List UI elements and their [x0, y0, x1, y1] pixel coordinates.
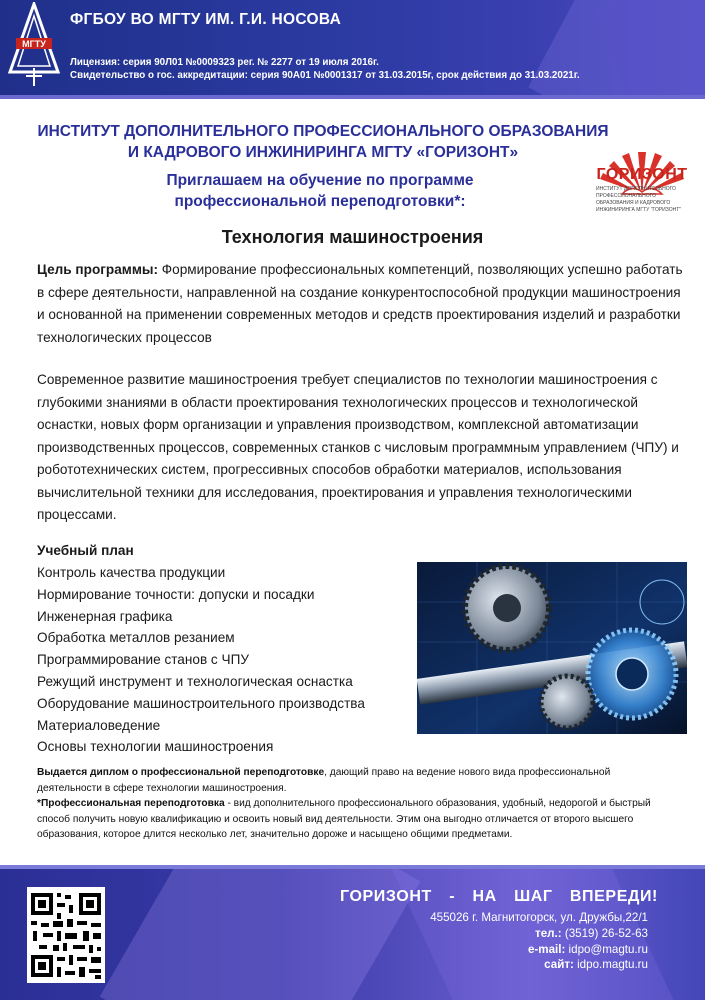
curriculum-item: Оборудование машиностроительного производства	[37, 695, 365, 711]
curriculum-item: Материаловедение	[37, 717, 161, 733]
header-banner	[0, 0, 705, 95]
mgtu-logo-icon	[8, 2, 60, 88]
institute-title-line1: ИНСТИТУТ ДОПОЛНИТЕЛЬНОГО ПРОФЕССИОНАЛЬНОГО ОБРАЗОВАНИЯ	[37, 123, 609, 140]
footer-site	[544, 958, 648, 971]
diploma-note	[37, 765, 677, 796]
accreditation-line: Свидетельство о гос. аккредитации: серия 90А01 №0001317 от 31.03.2015г, срок действия до 31.03.2021г.	[70, 70, 580, 81]
email-value[interactable]: idpo@magtu.ru	[565, 943, 648, 956]
email-label: e-mail:	[527, 943, 566, 956]
definition-rest-text: - вид дополнительного профессионального образования, удобный, недорогой и быстрый способ получить новую квалификацию и освоить новый вид деятельности. Этим она выгодно отличается от второго высшего образования, которое длится несколько лет, значительно дороже и насыщено общими предметами.	[37, 798, 651, 841]
curriculum-item: Режущий инструмент и технологическая оснастка	[37, 673, 353, 689]
svg-text:МГТУ: МГТУ	[22, 39, 46, 49]
invitation-text	[120, 170, 520, 212]
slogan-word: ШАГ	[514, 888, 553, 905]
org-name: ФГБОУ ВО МГТУ ИМ. Г.И. НОСОВА	[70, 11, 342, 28]
diploma-bold-text: диплом о профессиональной переподготовке	[90, 767, 325, 778]
curriculum-item: Инженерная графика	[37, 608, 173, 624]
curriculum-item: Контроль качества продукции	[37, 565, 226, 580]
license-line: Лицензия: серия 90Л01 №0009323 рег. № 2277 от 19 июля 2016г.	[70, 57, 379, 68]
gorizont-logo-name: ГОРИЗОНТ	[596, 166, 688, 183]
footer-slogan	[340, 888, 658, 906]
gorizont-logo-subtitle: ИНСТИТУТ ДОПОЛНИТЕЛЬНОГО ПРОФЕССИОНАЛЬНОГО ОБРАЗОВАНИЯ И КАДРОВОГО ИНЖИНИРИНГА МГТУ "ГОРИЗОНТ"	[596, 186, 682, 213]
diploma-rest-text: , дающий право на ведение нового вида профессиональной деятельности в сфере технологии машиностроения.	[37, 767, 611, 794]
diploma-prefix: Выдается	[37, 767, 91, 778]
curriculum-item: Нормирование точности: допуски и посадки	[37, 586, 315, 602]
footer-email	[528, 943, 648, 956]
definition-note	[37, 796, 677, 843]
curriculum-item: Обработка металлов резанием	[37, 630, 235, 646]
invitation-line2: профессиональной переподготовки*:	[174, 193, 466, 210]
goal-text: Формирование профессиональных компетенций, позволяющих успешно работать в сфере деятельности, направленной на создание конкурентоспособной продукции машиностроения и основанной на применении современных методов и средств проектирования изделий и разработки технологических процессов	[37, 262, 683, 345]
program-goal	[37, 259, 687, 349]
phone-label: тел.:	[535, 927, 562, 940]
slogan-word: -	[449, 888, 456, 905]
slogan-word: ГОРИЗОНТ	[340, 888, 432, 905]
phone-value[interactable]: (3519) 26-52-63	[561, 927, 648, 940]
definition-bold-text: *Профессиональная переподготовка	[37, 798, 225, 809]
curriculum-item: Программирование станов с ЧПУ	[37, 652, 249, 668]
program-description: Современное развитие машиностроения требует специалистов по технологии машиностроения с глубокими знаниями в области проектирования технологических процессов и технологической оснастки, новых форм организации и управления производством, комплексной автоматизации производственных процессов, современных станков с числовым программным управлением (ЧПУ) и робототехнических систем, прогрессивных способов обработки материалов, использования вычислительной техники для исследования, проектирования и управления технологическими процессами.	[37, 372, 679, 522]
curriculum-title: Учебный план	[37, 543, 134, 558]
footer-phone	[535, 927, 648, 940]
institute-title	[18, 121, 628, 163]
program-title: Технология машиностроения	[221, 227, 484, 247]
license-info	[70, 56, 580, 82]
qr-code-icon[interactable]	[27, 887, 105, 983]
gears-illustration	[417, 562, 687, 734]
institute-title-line2: И КАДРОВОГО ИНЖИНИРИНГА МГТУ «ГОРИЗОНТ»	[127, 144, 519, 161]
curriculum-list	[37, 562, 365, 758]
footer-address: 455026 г. Магнитогорск, ул. Дружбы,22/1	[430, 911, 648, 924]
header-divider	[0, 95, 705, 99]
curriculum-item: Основы технологии машиностроения	[37, 739, 274, 755]
site-label: сайт:	[544, 958, 574, 971]
invitation-line1: Приглашаем на обучение по программе	[166, 172, 474, 189]
goal-label: Цель программы:	[37, 262, 159, 277]
site-value[interactable]: idpo.magtu.ru	[573, 958, 648, 971]
slogan-word: НА	[472, 888, 497, 905]
slogan-word: ВПЕРЕДИ!	[569, 888, 658, 905]
